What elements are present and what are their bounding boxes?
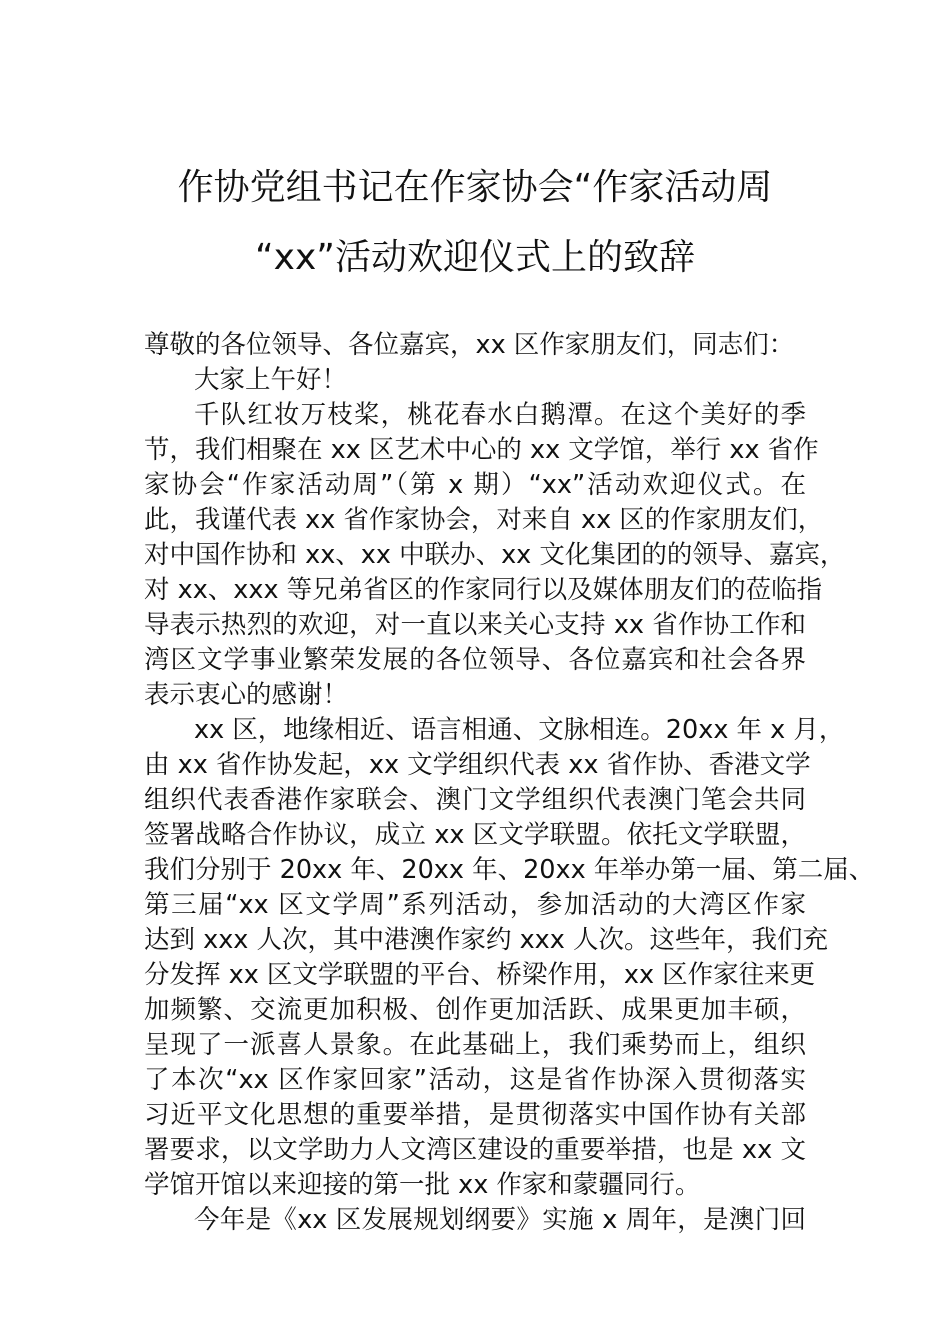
paragraph-line: 今年是《xx 区发展规划纲要》实施 x 周年，是澳门回 xyxy=(194,1205,806,1235)
paragraph-line: 学馆开馆以来迎接的第一批 xx 作家和蒙疆同行。 xyxy=(144,1170,701,1200)
paragraph-line: xx 区，地缘相近、语言相通、文脉相连。20xx 年 x 月， xyxy=(194,715,845,745)
document-title-line-2: “xx”活动欢迎仪式上的致辞 xyxy=(255,237,695,278)
paragraph-line: 由 xx 省作协发起，xx 文学组织代表 xx 省作协、香港文学 xyxy=(144,750,811,780)
document-title-line-1: 作协党组书记在作家协会“作家活动周 xyxy=(177,167,773,208)
paragraph-line: 达到 xxx 人次，其中港澳作家约 xxx 人次。这些年，我们充 xyxy=(144,925,828,955)
paragraph-line: 签署战略合作协议，成立 xx 区文学联盟。依托文学联盟， xyxy=(144,820,806,850)
paragraph-line: 表示衷心的感谢！ xyxy=(144,680,349,710)
paragraph-line: 加频繁、交流更加积极、创作更加活跃、成果更加丰硕， xyxy=(144,995,806,1025)
paragraph-line: 对 xx、xxx 等兄弟省区的作家同行以及媒体朋友们的莅临指 xyxy=(144,575,823,605)
paragraph-line: 我们分别于 20xx 年、20xx 年、20xx 年举办第一届、第二届、 xyxy=(144,855,875,885)
paragraph-line: 署要求，以文学助力人文湾区建设的重要举措，也是 xx 文 xyxy=(144,1135,806,1165)
paragraph-line: 对中国作协和 xx、xx 中联办、xx 文化集团的的领导、嘉宾， xyxy=(144,540,846,570)
paragraph-line: 呈现了一派喜人景象。在此基础上，我们乘势而上，组织 xyxy=(144,1030,806,1060)
paragraph-line: 节，我们相聚在 xx 区艺术中心的 xx 文学馆，举行 xx 省作 xyxy=(144,435,819,465)
paragraph-line: 此，我谨代表 xx 省作家协会，对来自 xx 区的作家朋友们， xyxy=(144,505,824,535)
paragraph-line: 湾区文学事业繁荣发展的各位领导、各位嘉宾和社会各界 xyxy=(144,645,806,675)
paragraph-line: 组织代表香港作家联会、澳门文学组织代表澳门笔会共同 xyxy=(144,785,806,815)
salutation: 尊敬的各位领导、各位嘉宾，xx 区作家朋友们，同志们： xyxy=(144,330,795,360)
greeting-line: 大家上午好！ xyxy=(194,365,348,395)
paragraph-line: 家协会“作家活动周”（第 x 期）“xx”活动欢迎仪式。在 xyxy=(144,470,806,500)
paragraph-line: 第三届“xx 区文学周”系列活动，参加活动的大湾区作家 xyxy=(144,890,806,920)
paragraph-line: 千队红妆万枝桨，桃花春水白鹅潭。在这个美好的季 xyxy=(194,400,806,430)
paragraph-line: 了本次“xx 区作家回家”活动，这是省作协深入贯彻落实 xyxy=(144,1065,806,1095)
paragraph-line: 导表示热烈的欢迎，对一直以来关心支持 xx 省作协工作和 xyxy=(144,610,806,640)
paragraph-line: 习近平文化思想的重要举措，是贯彻落实中国作协有关部 xyxy=(144,1100,806,1130)
paragraph-line: 分发挥 xx 区文学联盟的平台、桥梁作用，xx 区作家往来更 xyxy=(144,960,816,990)
